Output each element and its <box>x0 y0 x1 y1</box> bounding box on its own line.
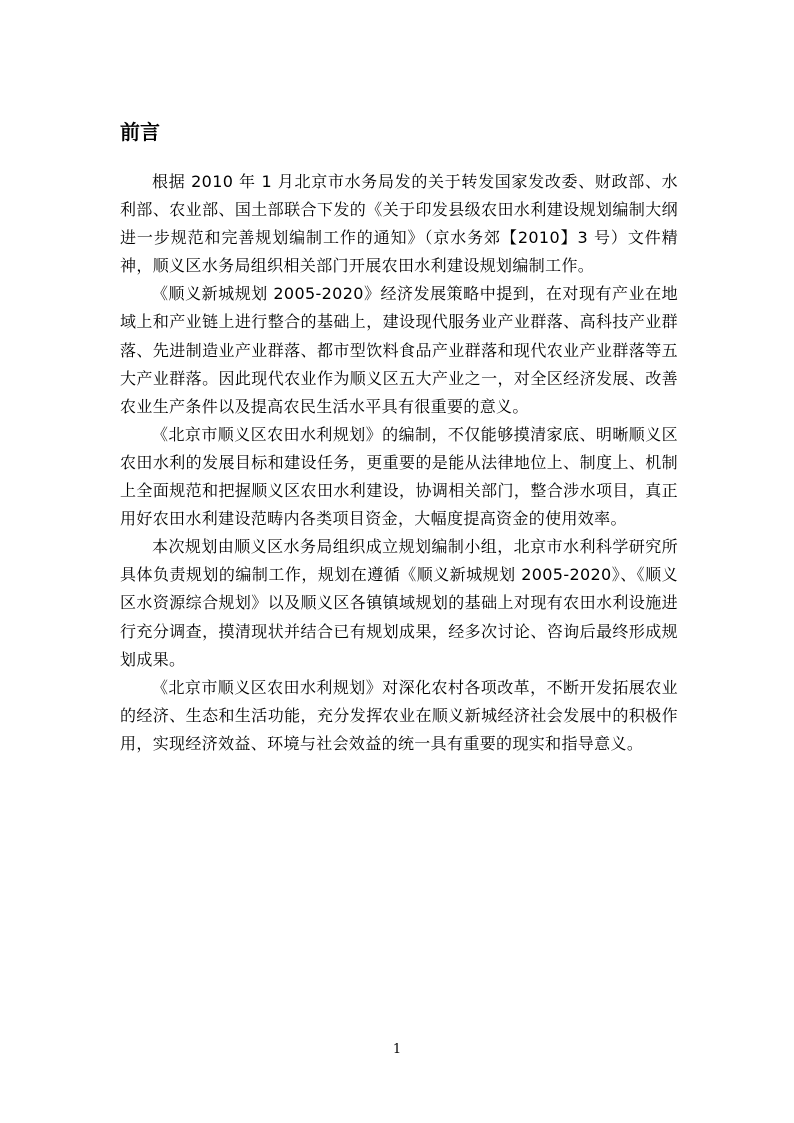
document-body <box>120 168 678 758</box>
paragraph-5: 《北京市顺义区农田水利规划》对深化农村各项改革，不断开发拓展农业的经济、生态和生活功能，充分发挥农业在顺义新城经济社会发展中的积极作用，实现经济效益、环境与社会效益的统一具有重要的现实和指导意义。 <box>120 677 678 753</box>
section-heading: 前言 <box>120 120 160 144</box>
paragraph-1: 根据 2010 年 1 月北京市水务局发的关于转发国家发改委、财政部、水利部、农业部、国土部联合下发的《关于印发县级农田水利建设规划编制大纲进一步规范和完善规划编制工作的通知》（京水务郊【2010】3 号）文件精神，顺义区水务局组织相关部门开展农田水利建设规划编制工作。 <box>120 172 678 276</box>
paragraph-2: 《顺义新城规划 2005-2020》经济发展策略中提到，在对现有产业在地域上和产业链上进行整合的基础上，建设现代服务业产业群落、高科技产业群落、先进制造业产业群落、都市型饮料食品产业群落和现代农业产业群落等五大产业群落。因此现代农业作为顺义区五大产业之一，对全区经济发展、改善农业生产条件以及提高农民生活水平具有很重要的意义。 <box>120 284 678 416</box>
paragraph-3: 《北京市顺义区农田水利规划》的编制，不仅能够摸清家底、明晰顺义区农田水利的发展目标和建设任务，更重要的是能从法律地位上、制度上、机制上全面规范和把握顺义区农田水利建设，协调相关部门，整合涉水项目，真正用好农田水利建设范畴内各类项目资金，大幅度提高资金的使用效率。 <box>120 424 678 529</box>
page-number: 1 <box>392 1042 402 1057</box>
paragraph-4: 本次规划由顺义区水务局组织成立规划编制小组，北京市水利科学研究所具体负责规划的编制工作，规划在遵循《顺义新城规划 2005-2020》、《顺义区水资源综合规划》以及顺义区各镇镇域规划的基础上对现有农田水利设施进行充分调查，摸清现状并结合已有规划成果，经多次讨论、咨询后最终形成规划成果。 <box>120 537 678 669</box>
